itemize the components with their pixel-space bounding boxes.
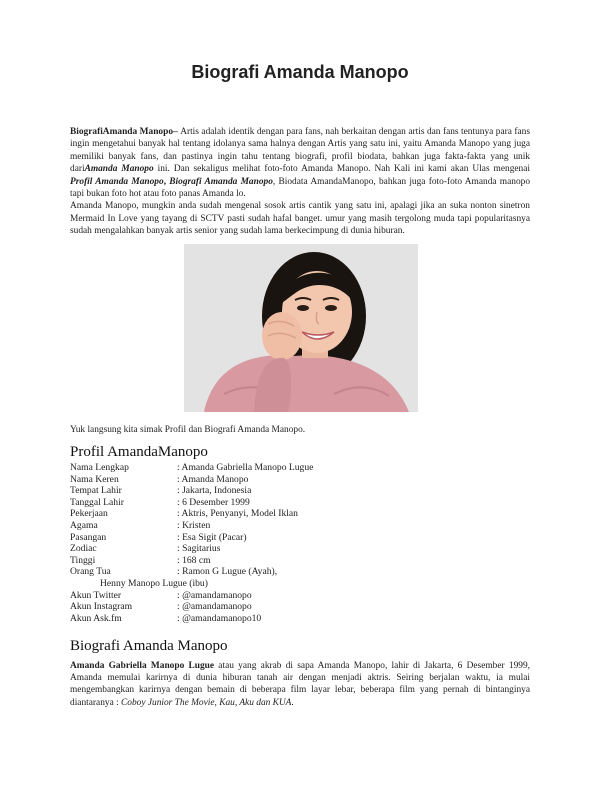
profile-row: Tempat Lahir : Jakarta, Indonesia (70, 485, 252, 497)
profile-table (70, 462, 530, 624)
intro-paragraph-2: Amanda Manopo, mungkin anda sudah mengenal sosok artis cantik yang satu ini, apalagi jika an suka nonton sinetron Mermaid In Love yang tayang di SCTV pasti sudah hafal banget. umur yang masih tergolong muda tapi popularitasnya sudah mengalahkan banyak artis senior yang sudah lama berkecimpung di dunia hiburan. (70, 201, 530, 237)
profile-row: Tinggi : 168 cm (70, 554, 211, 566)
biography-paragraph: Amanda Gabriella Manopo Lugue atau yang akrab di sapa Amanda Manopo, lahir di Jakarta, 6 Desember 1999, Amanda memulai karirnya di dunia hiburan tanah air dengan menjadi aktris. Seiring berjalan waktu, ia mulai mengembangkan karirnya dengan bemain di beberapa film layar lebar, beberapa film yang pernah di bintanginya diantaranya : Coboy Junior The Movie, Kau, Aku dan KUA. (70, 661, 530, 708)
account-row: Akun Twitter : @amandamanopo (70, 589, 252, 601)
profile-row: Tanggal Lahir : 6 Desember 1999 (70, 496, 250, 508)
page-title: Biografi Amanda Manopo (191, 62, 409, 82)
parent-continuation: Henny Manopo Lugue (ibu) (100, 577, 208, 589)
profile-row: Orang Tua : Ramon G Lugue (Ayah), (70, 566, 278, 578)
photo-caption: Yuk langsung kita simak Profil dan Biografi Amanda Manopo. (70, 425, 306, 435)
portrait-photo (184, 244, 418, 412)
profile-row: Zodiac : Sagitarius (70, 543, 221, 555)
profile-heading: Profil AmandaManopo (70, 444, 208, 460)
profile-row: Pekerjaan : Aktris, Penyanyi, Model Iklan (70, 508, 298, 520)
account-row: Akun Instagram : @amandamanopo (70, 601, 252, 613)
intro-lead: BiografiAmanda Manopo (70, 127, 174, 137)
intro-paragraph-1: BiografiAmanda Manopo– Artis adalah identik dengan para fans, nah berkaitan dengan artis dan fans tentunya para fans ingin mengetahui banyak hal tentang idolanya sama halnya dengan Artis yang satu ini, yaitu Amanda Manopo yang juga memiliki banyak fans, dan pastinya ingin tahu tentang biografi, profil biodata, bahkan juga fakta-fakta yang unik dariAmanda Manopo ini. Dan sekaligus melihat foto-foto Amanda Manopo. Nah Kali ini kami akan Ulas mengenai Profil Amanda Manopo, Biografi Amanda Manopo, Biodata AmandaManopo, bahkan juga foto-foto Amanda manopo tapi bukan foto hot atau foto panas Amanda lo. (70, 127, 531, 200)
profile-row: Pasangan : Esa Sigit (Pacar) (70, 531, 247, 543)
profile-row: Nama Keren : Amanda Manopo (70, 473, 249, 485)
portrait-illustration (184, 244, 418, 412)
intro-text (70, 126, 530, 238)
biography-heading: Biografi Amanda Manopo (70, 638, 228, 654)
profile-row: Nama Lengkap : Amanda Gabriella Manopo Lugue (70, 462, 314, 473)
biography-text (70, 660, 530, 709)
account-row: Akun Ask.fm : @amandamanopo10 (70, 612, 262, 624)
profile-row: Agama : Kristen (70, 519, 211, 531)
